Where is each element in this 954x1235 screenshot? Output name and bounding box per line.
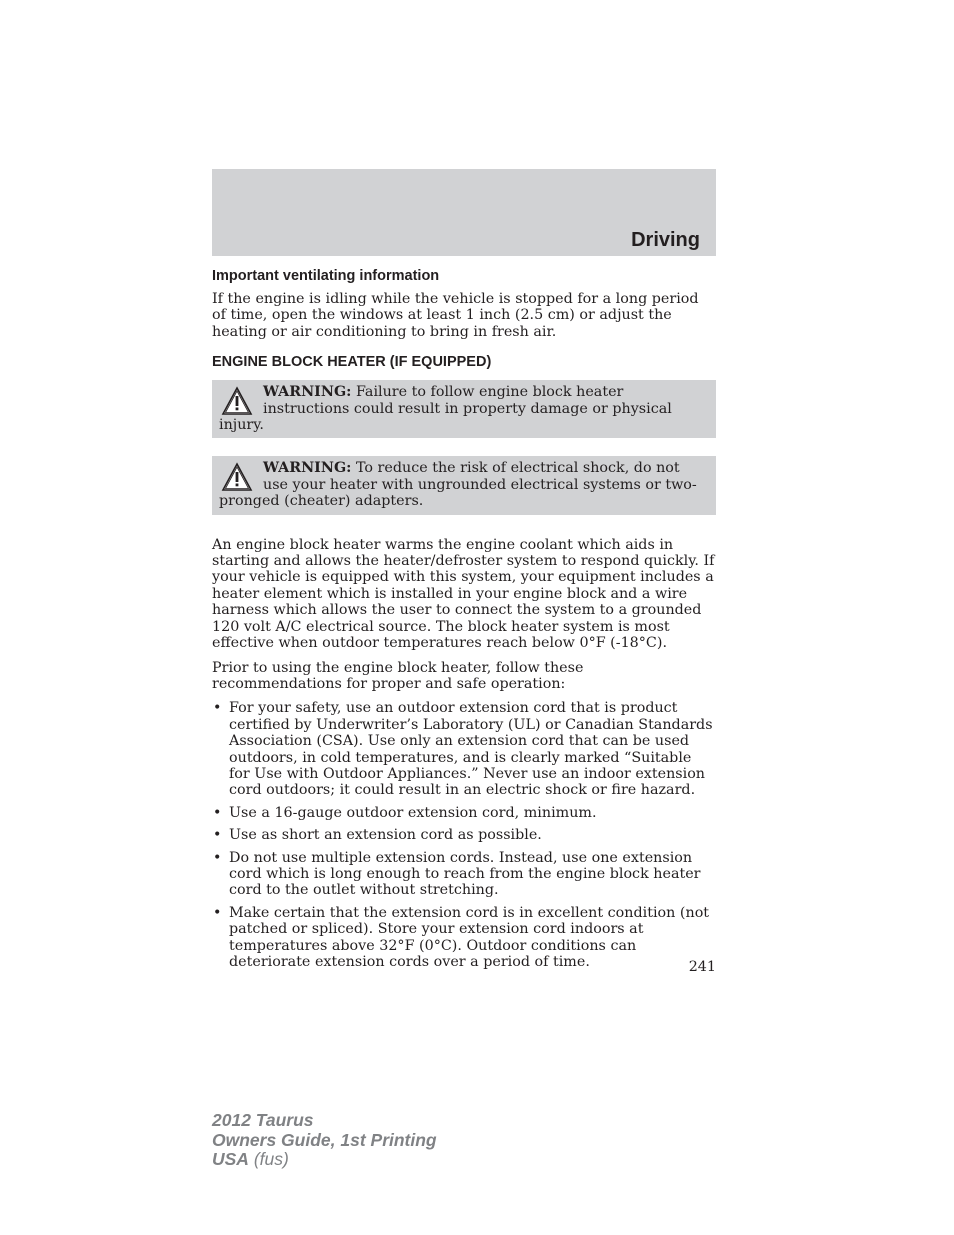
warning-box-2: [212, 456, 716, 514]
footer: [212, 1111, 437, 1170]
list-item-text: Do not use multiple extension cords. Instead, use one extension cord which is long enough to reach from the engine block heater cord to the outlet without stretching.: [229, 849, 701, 899]
section-header-band: [212, 169, 716, 256]
list-item-text: For your safety, use an outdoor extension cord that is product certified by Underwriter’s Laboratory (UL) or Canadian Standards Association (CSA). Use only an extension cord that can be used outdoors, in cold temperatures, and is clearly marked “Suitable for Use with Outdoor Appliances.” Never use an indoor extension cord outdoors; it could result in an electric shock or fire hazard.: [229, 700, 713, 799]
warning-triangle-icon: [221, 462, 253, 492]
bullet-dot: •: [213, 700, 222, 717]
list-item-text: Use a 16-gauge outdoor extension cord, minimum.: [229, 804, 597, 821]
footer-line-2: Owners Guide, 1st Printing: [212, 1129, 437, 1150]
section-title: Driving: [631, 229, 700, 251]
warning-label: WARNING:: [263, 384, 352, 401]
recommendations-list: [212, 700, 716, 970]
warning-label: WARNING:: [263, 460, 352, 477]
ventilating-heading: Important ventilating information: [212, 268, 440, 284]
warning-box-1: [212, 380, 716, 438]
block-heater-intro: An engine block heater warms the engine coolant which aids in starting and allows the heater/defroster system to respond quickly. If your vehicle is equipped with this system, your equipment includes a heater element which is installed in your engine block and a wire harness which allows the user to connect the system to a grounded 120 volt A/C electrical source. The block heater system is most effective when outdoor temperatures reach below 0°F (-18°C).: [212, 536, 715, 652]
page-content: [212, 268, 716, 976]
page-number: 241: [688, 959, 716, 975]
bullet-dot: •: [213, 849, 222, 866]
bullet-dot: •: [213, 827, 222, 844]
footer-region-code: (fus): [248, 1149, 289, 1169]
list-item-text: Make certain that the extension cord is in excellent condition (not patched or spliced). Store your extension cord indoors at temperatures above 32°F (0°C). Outdoor conditions can deteriorate extension cords over a period of time.: [229, 904, 710, 970]
list-item: [212, 700, 716, 798]
list-item: [212, 805, 716, 821]
list-item: [212, 827, 716, 843]
list-item-text: Use as short an extension cord as possible.: [229, 827, 542, 844]
ventilating-text: If the engine is idling while the vehicle is stopped for a long period of time, open the windows at least 1 inch (2.5 cm) or adjust the heating or air conditioning to bring in fresh air.: [212, 291, 699, 340]
warning-text: Failure to follow engine block heater instructions could result in property damage or physical injury.: [219, 384, 672, 434]
bullet-dot: •: [213, 804, 222, 821]
warning-text: To reduce the risk of electrical shock, do not use your heater with ungrounded electrical systems or two-pronged (cheater) adapters.: [219, 460, 697, 510]
bullet-dot: •: [213, 904, 222, 921]
list-item: [212, 905, 716, 971]
footer-region: USA: [212, 1149, 249, 1169]
block-heater-heading: ENGINE BLOCK HEATER (IF EQUIPPED): [212, 354, 492, 371]
warning-triangle-icon: [221, 386, 253, 416]
footer-line-3: [212, 1150, 437, 1170]
list-item: [212, 850, 716, 899]
block-heater-prior: Prior to using the engine block heater, follow these recommendations for proper and safe operation:: [212, 659, 584, 692]
footer-line-1: 2012 Taurus: [212, 1110, 314, 1130]
